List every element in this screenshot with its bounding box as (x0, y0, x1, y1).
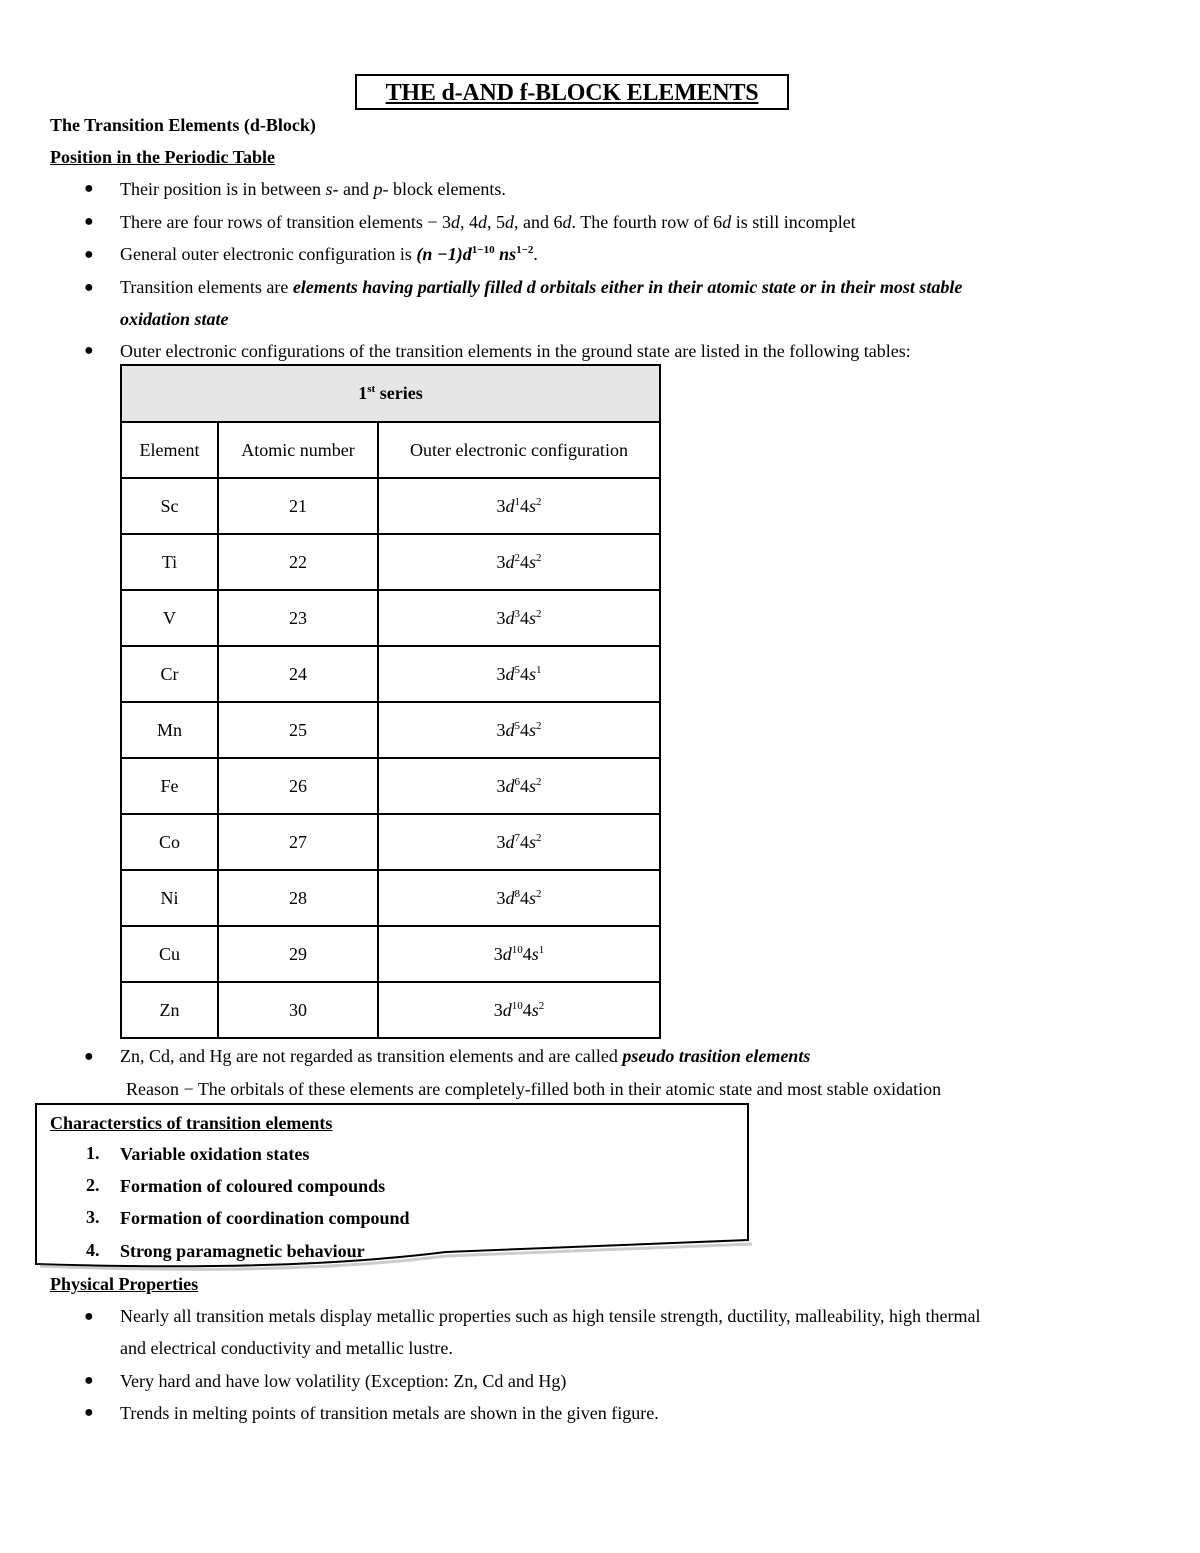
bullet-metallic-cont: and electrical conductivity and metallic lustre. (120, 1338, 453, 1358)
cell-atomic-number: 24 (218, 646, 378, 702)
char-item-number: 1. (86, 1143, 100, 1163)
cell-atomic-number: 26 (218, 758, 378, 814)
cell-element: Mn (121, 702, 218, 758)
char-item-number: 3. (86, 1207, 100, 1227)
reason-text: Reason − The orbitals of these elements are completely-filled both in their atomic state and most stable oxidation (126, 1079, 942, 1099)
section-subtitle: The Transition Elements (d-Block) (50, 115, 316, 135)
cell-config: $3d^14s^2$ (378, 478, 660, 534)
cell-element: Cr (121, 646, 218, 702)
cell-element: Zn (121, 982, 218, 1038)
char-item-number: 2. (86, 1175, 100, 1195)
series-header: 1st series (121, 365, 660, 422)
table-row (121, 702, 660, 758)
bullet-table-intro: Outer electronic configurations of the transition elements in the ground state are listed in the following tables: (120, 341, 911, 361)
cell-atomic-number: 29 (218, 926, 378, 982)
char-item: Variable oxidation states (120, 1144, 310, 1164)
bullet-icon: ● (84, 279, 94, 296)
bullet-icon: ● (84, 246, 94, 263)
characteristics-heading: Characterstics of transition elements (50, 1113, 333, 1133)
table-row (121, 478, 660, 534)
cell-element: Sc (121, 478, 218, 534)
bullet-general-config: General outer electronic configuration is $(n -1)d^{1-10}$ $ns^{1-2}$. (120, 244, 538, 264)
cell-atomic-number: 23 (218, 590, 378, 646)
table-row (121, 758, 660, 814)
col-header-element: Element (121, 422, 218, 478)
cell-atomic-number: 28 (218, 870, 378, 926)
bullet-hardness: Very hard and have low volatility (Exception: Zn, Cd and Hg) (120, 1371, 567, 1391)
cell-config: $3d^{10}4s^2$ (378, 982, 660, 1038)
bullet-metallic: Nearly all transition metals display metallic properties such as high tensile strength, ductility, malleability, high thermal (120, 1306, 981, 1326)
cell-config: $3d^64s^2$ (378, 758, 660, 814)
cell-config: $3d^74s^2$ (378, 814, 660, 870)
bullet-definition: Transition elements are elements having partially filled d orbitals either in their atomic state or in their most stable (120, 277, 963, 297)
bullet-pseudo: Zn, Cd, and Hg are not regarded as transition elements and are called pseudo trasition elements (120, 1046, 811, 1066)
bullet-melting-points: Trends in melting points of transition metals are shown in the given figure. (120, 1403, 659, 1423)
cell-config: $3d^54s^1$ (378, 646, 660, 702)
table-row (121, 646, 660, 702)
cell-element: Co (121, 814, 218, 870)
cell-atomic-number: 27 (218, 814, 378, 870)
bullet-four-rows: There are four rows of transition elements − 3d, 4d, 5d, and 6d. The fourth row of 6d is still incomplet (120, 212, 856, 232)
cell-atomic-number: 22 (218, 534, 378, 590)
bullet-icon: ● (84, 1308, 94, 1325)
char-item-number: 4. (86, 1240, 100, 1260)
table-row (121, 926, 660, 982)
physical-heading: Physical Properties (50, 1274, 199, 1294)
char-item: Formation of coordination compound (120, 1208, 410, 1228)
char-item: Formation of coloured compounds (120, 1176, 386, 1196)
cell-config: $3d^34s^2$ (378, 590, 660, 646)
cell-element: Fe (121, 758, 218, 814)
cell-atomic-number: 30 (218, 982, 378, 1038)
table-row (121, 982, 660, 1038)
bullet-icon: ● (84, 213, 94, 230)
cell-element: Cu (121, 926, 218, 982)
cell-element: Ti (121, 534, 218, 590)
bullet-icon: ● (84, 180, 94, 197)
cell-config: $3d^{10}4s^1$ (378, 926, 660, 982)
char-item: Strong paramagnetic behaviour (120, 1241, 365, 1261)
bullet-icon: ● (84, 342, 94, 359)
electronic-config-table (120, 364, 661, 1039)
table-row (121, 590, 660, 646)
table-row (121, 534, 660, 590)
bullet-icon: ● (84, 1404, 94, 1421)
col-header-atomic-number: Atomic number (218, 422, 378, 478)
bullet-definition-cont: oxidation state (120, 309, 229, 329)
bullet-icon: ● (84, 1372, 94, 1389)
cell-element: Ni (121, 870, 218, 926)
cell-config: $3d^54s^2$ (378, 702, 660, 758)
cell-config: $3d^84s^2$ (378, 870, 660, 926)
table-row (121, 814, 660, 870)
position-heading: Position in the Periodic Table (50, 147, 276, 167)
cell-config: $3d^24s^2$ (378, 534, 660, 590)
bullet-position: Their position is in between s- and p- block elements. (120, 179, 506, 199)
bullet-icon: ● (84, 1048, 94, 1065)
table-row (121, 870, 660, 926)
cell-atomic-number: 25 (218, 702, 378, 758)
page-title: THE d-AND f-BLOCK ELEMENTS (355, 74, 789, 110)
cell-atomic-number: 21 (218, 478, 378, 534)
col-header-config: Outer electronic configuration (378, 422, 660, 478)
cell-element: V (121, 590, 218, 646)
